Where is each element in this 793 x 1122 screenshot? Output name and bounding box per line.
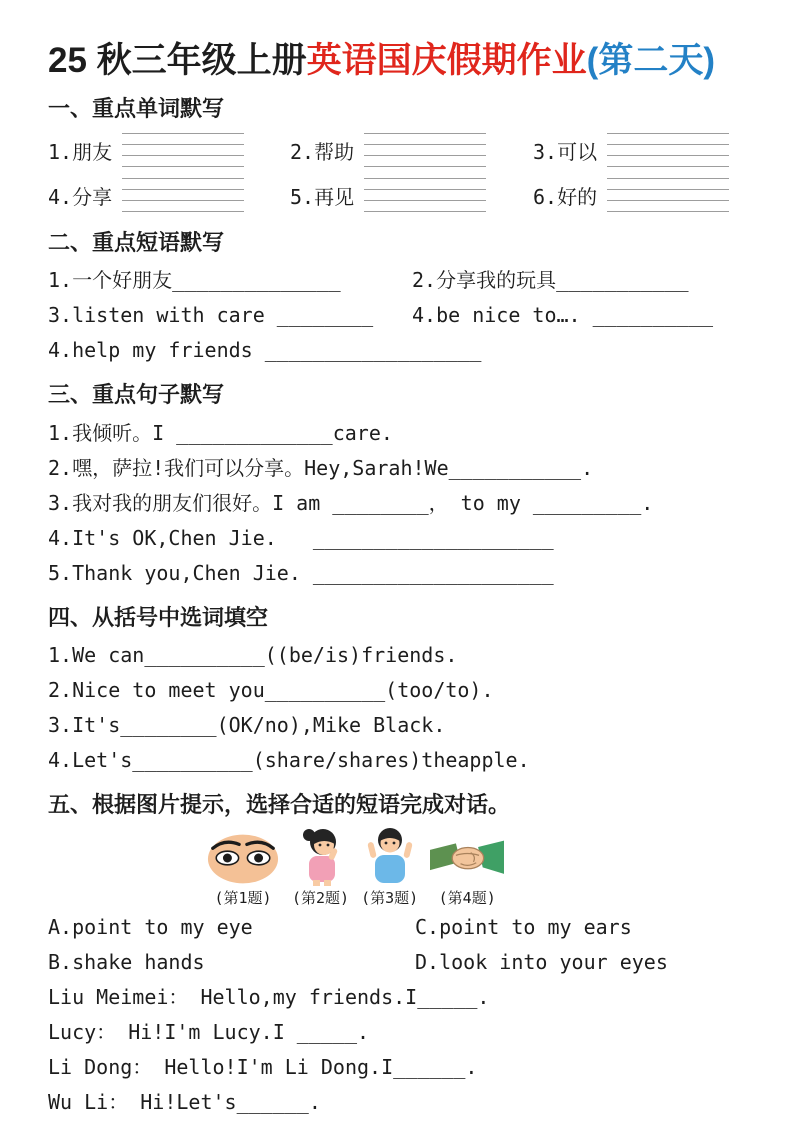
handshake-illustration [430,834,504,886]
word-label: 4.分享 [48,184,113,209]
word-label: 3.可以 [533,139,598,164]
boy-pointing-to-ears-illustration [363,826,417,886]
option-b: B.shake hands [48,949,205,974]
section-5-heading: 五、根据图片提示，选择合适的短语完成对话。 [48,792,511,817]
dialogue-line: Li Dong： Hello!I'm Li Dong.I______. [48,1054,478,1079]
title-subject-segment: 英语国庆假期作业 [306,41,587,80]
sentence-line: 1.我倾听。I _____________care. [48,420,393,445]
writing-guide-lines [122,133,244,167]
sentence-line: 2.嘿，萨拉!我们可以分享。Hey,Sarah!We___________. [48,455,594,480]
picture-strip [206,826,504,908]
option-d: D.look into your eyes [415,949,668,974]
option-row [48,945,747,980]
sentence-line: 4.It's OK,Chen Jie. ____________________ [48,525,554,550]
fill-blank-line: 1.We can__________((be/is)friends. [48,643,458,667]
word-item [533,130,747,171]
eyes-illustration [206,830,280,886]
section-3-heading: 三、重点句子默写 [48,382,225,407]
section-4-heading: 四、从括号中选词填空 [48,604,269,630]
phrase-line: 4.be nice to…. __________ [412,303,714,327]
phrase-row [48,263,747,298]
word-label: 6.好的 [533,184,598,209]
word-item [290,175,533,216]
figure-eyes [206,830,280,908]
writing-guide-lines [122,178,244,212]
option-row [48,910,747,945]
writing-guide-lines [364,178,486,212]
figure-caption: (第2题) [292,888,350,907]
option-a: A.point to my eye [48,914,253,939]
dialogue-line: Lucy： Hi!I'm Lucy.I _____. [48,1019,370,1044]
word-item [533,175,747,216]
title-day-segment: (第二天) [586,41,715,80]
figure-caption: (第4题) [438,888,496,907]
figure-caption: (第3题) [361,888,419,907]
word-label: 5.再见 [290,184,355,209]
page-title [48,40,747,82]
phrase-line: 4.help my friends __________________ [48,338,482,362]
section-1-heading: 一、重点单词默写 [48,96,225,121]
figure-handshake [430,834,504,908]
writing-guide-lines [607,178,729,212]
word-label: 1.朋友 [48,139,113,164]
dialogue-line: Wu Li： Hi!Let's______. [48,1089,321,1114]
word-dictation-grid [48,130,747,216]
phrase-row [48,298,747,333]
phrase-line: 2.分享我的玩具___________ [412,268,689,292]
figure-caption: (第1题) [214,888,272,907]
option-c: C.point to my ears [415,914,632,939]
girl-pointing-to-eye-illustration [297,826,345,886]
title-grade-segment: 25 秋三年级上册 [48,41,307,80]
fill-blank-line: 2.Nice to meet you__________(too/to). [48,678,494,702]
word-item [48,175,290,216]
writing-guide-lines [607,133,729,167]
word-label: 2.帮助 [290,139,355,164]
writing-guide-lines [364,133,486,167]
sentence-line: 5.Thank you,Chen Jie. ____________________ [48,560,554,585]
phrase-line: 1.一个好朋友______________ [48,268,341,292]
word-item [290,130,533,171]
section-2-heading: 二、重点短语默写 [48,229,225,255]
fill-blank-line: 4.Let's__________(share/shares)theapple. [48,748,530,772]
sentence-line: 3.我对我的朋友们很好。I am ________， to my _________. [48,490,654,515]
fill-blank-line: 3.It's________(OK/no),Mike Black. [48,713,446,737]
figure-boy [361,826,418,908]
dialogue-line: Liu Meimei： Hello,my friends.I_____. [48,984,490,1009]
phrase-line: 3.listen with care ________ [48,303,374,327]
figure-girl [292,826,349,908]
word-item [48,130,290,171]
